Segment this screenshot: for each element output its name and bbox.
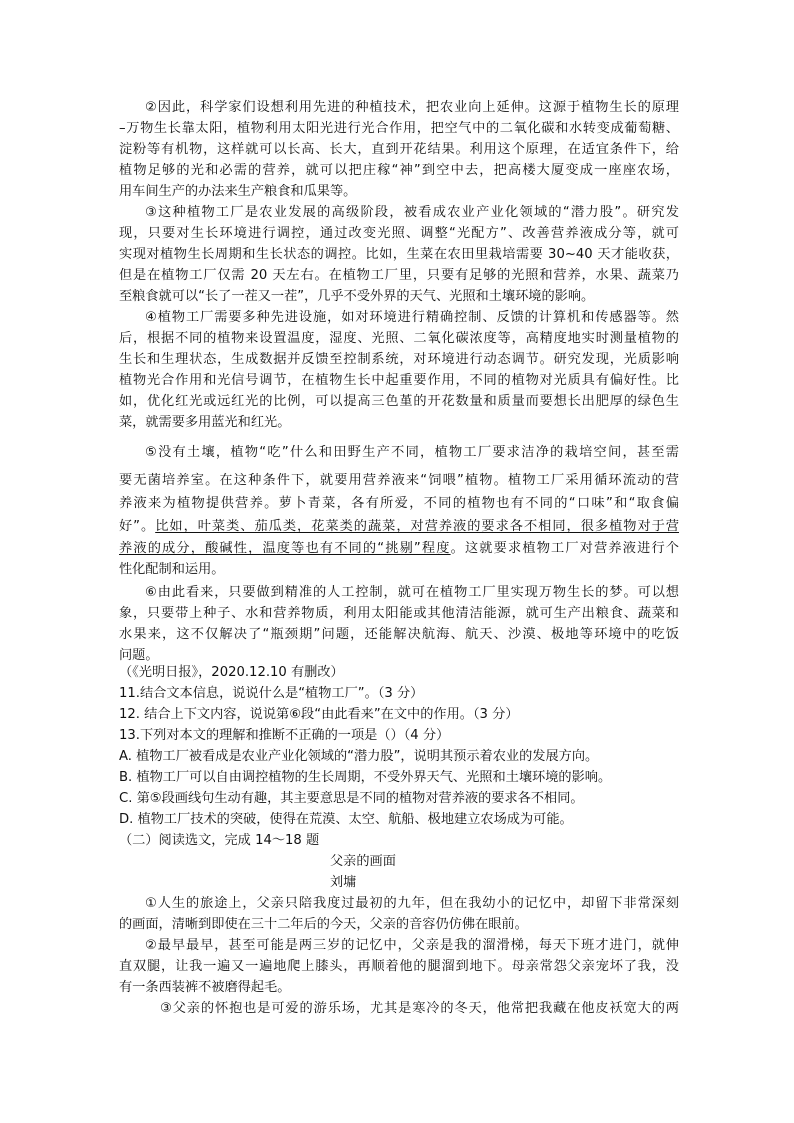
question-11: 11.结合文本信息，说说什么是“植物工厂”。（3 分） [119, 686, 424, 701]
passage1-p3-line2: 现，只要对生长环境进行调控，通过改变光照、调整“光配方”、改善营养液成分等，就可 [119, 226, 679, 241]
passage1-p5-line1: ⑤没有土壤，植物“吃”什么和田野生产不同，植物工厂要求洁净的栽培空间，甚至需 [145, 445, 679, 460]
passage1-p6-line1: ⑥由此看来，只要做到精准的人工控制，就可在植物工厂里实现万物生长的梦。可以想 [145, 585, 679, 600]
passage1-p5-line6: 性化配制和运用。 [119, 562, 225, 577]
question-12: 12. 结合上下文内容，说说第⑥段“由此看来”在文中的作用。（3 分） [119, 707, 519, 722]
passage1-p4-line5: 如，优化红光或远红光的比例，可以提高三色堇的开花数量和质量而要想长出肥厚的绿色生 [119, 394, 679, 409]
source-citation: （《光明日报》，2020.12.10 有删改） [119, 665, 344, 680]
passage1-p6-line2: 象，只要带上种子、水和营养物质，利用太阳能或其他清洁能源，就可生产出粮食、蔬菜和 [119, 606, 679, 621]
question-13: 13.下列对本文的理解和推断不正确的一项是（）（4 分） [119, 728, 450, 743]
passage1-p5-line5 [119, 538, 679, 559]
question-13-option-a: A. 植物工厂被看成是农业产业化领域的“潜力股”，说明其预示着农业的发展方向。 [119, 749, 599, 764]
passage1-p6-line4: 问题。 [119, 648, 159, 663]
question-13-option-c: C. 第⑤段画线句生动有趣，其主要意思是不同的植物对营养液的要求各不相同。 [119, 791, 584, 806]
question-13-option-d: D. 植物工厂技术的突破，使得在荒漠、太空、航船、极地建立农场成为可能。 [119, 812, 573, 827]
passage1-p3-line5: 至粮食就可以“长了一茬又一茬”，几乎不受外界的天气、光照和土壤环境的影响。 [119, 289, 595, 304]
section2-p2-line1: ②最早最早，甚至可能是两三岁的记忆中，父亲是我的溜滑梯，每天下班才进门，就伸 [145, 938, 679, 953]
underlined-sentence-part2: 养液的成分，酸碱性，温度等也有不同的“挑剔”程度 [119, 541, 451, 556]
passage1-p6-line3: 水果来，这不仅解决了“瓶颈期”问题，还能解决航海、航天、沙漠、极地等环境中的吃饭 [119, 627, 679, 642]
passage1-p2-line2: –万物生长靠太阳，植物利用太阳光进行光合作用，把空气中的二氧化碳和水转变成葡萄糖、 [119, 121, 679, 136]
passage1-p4-line4: 植物光合作用和光信号调节，在植物生长中起重要作用，不同的植物对光质具有偏好性。比 [119, 373, 679, 388]
essay-author: 刘墉 [330, 875, 357, 890]
passage1-p5-line4 [119, 516, 679, 537]
passage1-p5-line3: 养液来为植物提供营养。萝卜青菜，各有所爱，不同的植物也有不同的“口味”和“取食偏 [119, 496, 679, 511]
passage1-p3-line4: 但是在植物工厂仅需 20 天左右。在植物工厂里，只要有足够的光照和营养，水果、蔬菜乃 [119, 268, 679, 283]
section2-p1-line2: 的画面，清晰到即使在三十二年后的今天，父亲的音容仍仿佛在眼前。 [119, 917, 528, 932]
section2-p3-line1: ③父亲的怀抱也是可爱的游乐场，尤其是寒冷的冬天，他常把我藏在他皮袄宽大的两 [160, 1001, 679, 1016]
section2-p2-line2: 直双腿，让我一遍又一遍地爬上膝头，再顺着他的腿溜到地下。母亲常怨父亲宠坏了我，没 [119, 959, 679, 974]
passage1-p5-line2: 要无菌培养室。在这种条件下，就要用营养液来“饲喂”植物。植物工厂采用循环流动的营 [119, 473, 679, 488]
passage1-p3-line3: 实现对植物生长周期和生长状态的调控。比如，生菜在农田里栽培需要 30~40 天才能收获， [119, 247, 679, 262]
underlined-sentence-part1: 比如，叶菜类、茄瓜类，花菜类的蔬菜，对营养液的要求各不相同，很多植物对于营 [155, 519, 679, 534]
section2-p1-line1: ①人生的旅途上，父亲只陪我度过最初的九年，但在我幼小的记忆中，却留下非常深刻 [145, 896, 679, 911]
p5-line5-plain: 。这就要求植物工厂对营养液进行个 [450, 541, 679, 556]
passage1-p4-line6: 菜，就需要多用蓝光和红光。 [119, 415, 291, 430]
passage1-p2-line5: 用车间生产的办法来生产粮食和瓜果等。 [119, 184, 357, 199]
passage1-p3-line1: ③这种植物工厂是农业发展的高级阶段，被看成农业产业化领域的“潜力股”。研究发 [145, 205, 679, 220]
passage1-p4-line2: 后，根据不同的植物来设置温度，湿度、光照、二氧化碳浓度等，高精度地实时测量植物的 [119, 331, 679, 346]
passage1-p4-line3: 生长和生理状态，生成数据并反馈至控制系统，对环境进行动态调节。研究发现，光质影响 [119, 352, 679, 367]
essay-title: 父亲的画面 [330, 854, 396, 869]
passage1-p2-line4: 植物足够的光和必需的营养，就可以把庄稼“神”到空中去，把高楼大厦变成一座座农场， [119, 163, 679, 178]
section2-heading: （二）阅读选文，完成 14～18 题 [119, 833, 320, 848]
p5-line4-plain: 好”。 [119, 519, 156, 534]
question-13-option-b: B. 植物工厂可以自由调控植物的生长周期，不受外界天气、光照和土壤环境的影响。 [119, 770, 612, 785]
passage1-p2-line1: ②因此，科学家们设想利用先进的种植技术，把农业向上延伸。这源于植物生长的原理 [145, 100, 679, 115]
passage1-p2-line3: 淀粉等有机物，这样就可以长高、长大，直到开花结果。利用这个原理，在适宜条件下，给 [119, 142, 679, 157]
passage1-p4-line1: ④植物工厂需要多种先进设施，如对环境进行精确控制、反馈的计算机和传感器等。然 [145, 310, 679, 325]
section2-p2-line3: 有一条西装裤不被磨得起毛。 [119, 980, 291, 995]
